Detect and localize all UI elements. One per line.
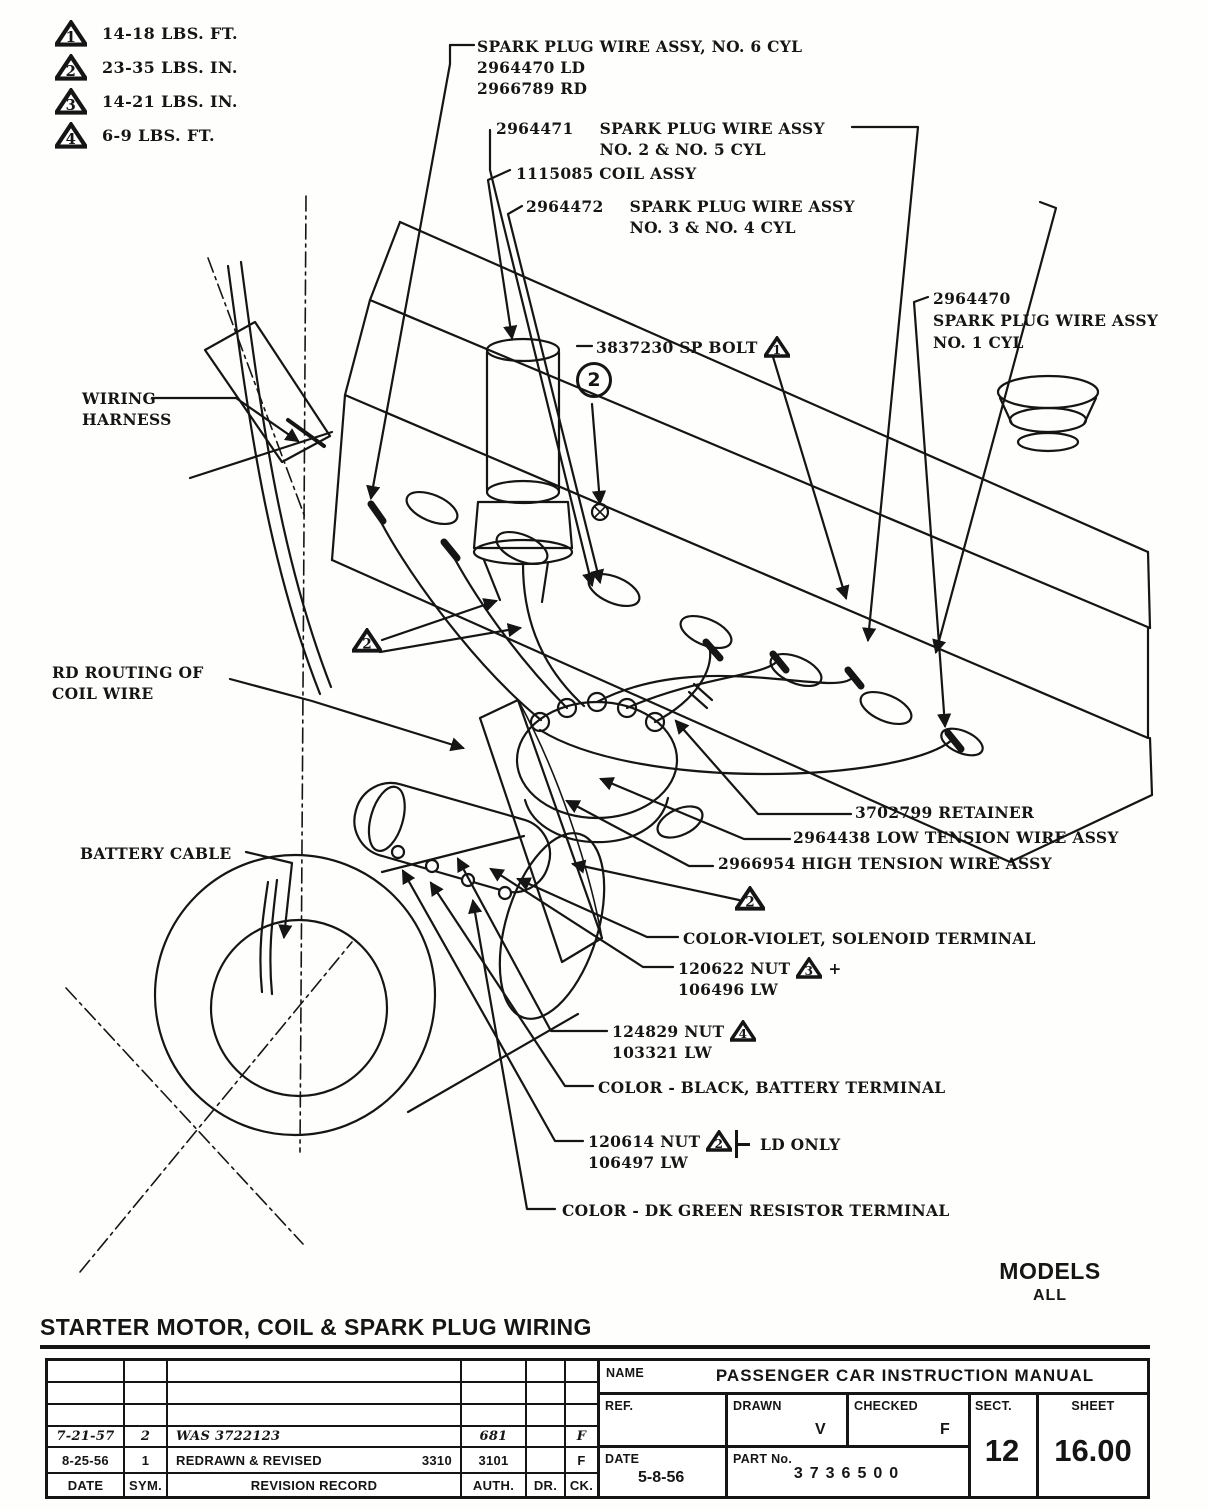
revision-empty-cell — [566, 1383, 597, 1403]
revision-record: WAS 3722123 — [168, 1427, 460, 1446]
models-value: ALL — [1032, 1287, 1068, 1304]
revision-header-dr: DR. — [527, 1474, 564, 1496]
models-label: MODELS — [999, 1258, 1101, 1284]
revision-dr — [527, 1448, 564, 1472]
torque-legend-item — [55, 20, 238, 47]
revision-empty-cell — [527, 1361, 564, 1381]
torque-triangle-icon — [730, 1020, 756, 1042]
drawn-label: DRAWN — [733, 1399, 782, 1413]
callout-spark-plug-no1: 2964470 SPARK PLUG WIRE ASSY NO. 1 CYL — [933, 289, 1159, 352]
revision-empty-cell — [566, 1405, 597, 1425]
revision-auth: 681 — [462, 1427, 525, 1446]
revision-record: REDRAWN & REVISED 3310 — [168, 1448, 460, 1472]
ld-only-tick — [735, 1130, 750, 1158]
svg-text:4: 4 — [739, 1027, 748, 1041]
torque-triangle-icon — [764, 336, 790, 358]
revision-ck: F — [566, 1427, 597, 1446]
models-note — [985, 1258, 1115, 1305]
callout-spark-plug-no3-4: 2964472 SPARK PLUG WIRE ASSY NO. 3 & NO. 4 CYL — [526, 197, 855, 237]
item-number-circle: 2 — [576, 362, 612, 398]
title-block — [45, 1358, 1150, 1499]
callout-low-tension: 2964438 LOW TENSION WIRE ASSY — [793, 828, 1119, 847]
callout-spark-plug-no6: SPARK PLUG WIRE ASSY, NO. 6 CYL 2964470 LD 2966789 RD — [477, 37, 803, 98]
revision-dr — [527, 1427, 564, 1446]
revision-empty-cell — [168, 1361, 460, 1381]
callout-battery-cable: BATTERY CABLE — [80, 844, 232, 863]
callout-nut-120622: 120622 NUT 3 + 106496 LW — [678, 958, 842, 999]
callout-dk-green-terminal: COLOR - DK GREEN RESISTOR TERMINAL — [562, 1201, 950, 1220]
drawn-value: V — [815, 1421, 826, 1438]
revision-sym: 2 — [125, 1427, 166, 1446]
sheet-value: 16.00 — [1054, 1433, 1132, 1468]
revision-empty-cell — [48, 1383, 123, 1403]
revision-date: 7-21-57 — [48, 1427, 123, 1446]
checked-value: F — [940, 1421, 950, 1438]
callout-spark-plug-no2-5: 2964471 SPARK PLUG WIRE ASSY NO. 2 & NO. 5 CYL — [496, 119, 825, 159]
torque-marker-coil-bracket — [352, 628, 382, 654]
ref-label: REF. — [605, 1399, 634, 1413]
svg-text:2: 2 — [745, 894, 755, 911]
revision-empty-cell — [462, 1361, 525, 1381]
torque-text: 14-18 LBS. FT. — [102, 24, 239, 43]
part-no-label: PART No. — [733, 1452, 793, 1466]
callout-retainer: 3702799 RETAINER — [855, 803, 1035, 822]
callout-high-tension: 2966954 HIGH TENSION WIRE ASSY — [718, 854, 1052, 873]
callout-nut-120614: 120614 NUT 2 106497 LW — [588, 1130, 732, 1173]
checked-label: CHECKED — [854, 1399, 918, 1413]
torque-text: 14-21 LBS. IN. — [102, 92, 238, 111]
drawing-info-block — [597, 1358, 1150, 1499]
wiring-harness — [190, 262, 332, 694]
torque-triangle-icon — [796, 957, 822, 979]
revision-empty-cell — [48, 1405, 123, 1425]
svg-text:1: 1 — [65, 29, 77, 47]
torque-triangle-icon — [706, 1130, 732, 1152]
manual-name: PASSENGER CAR INSTRUCTION MANUAL — [715, 1366, 1095, 1385]
revision-empty-cell — [462, 1383, 525, 1403]
torque-legend-item — [55, 88, 238, 115]
torque-triangle-icon — [55, 20, 87, 47]
starter-motor — [155, 774, 624, 1135]
callout-sp-bolt: 3837230 SP BOLT 1 — [596, 336, 790, 358]
sheet-label: SHEET — [1071, 1399, 1115, 1413]
revision-auth: 3101 — [462, 1448, 525, 1472]
revision-header-ck: CK. — [566, 1474, 597, 1496]
torque-legend-item — [55, 54, 238, 81]
revision-sym: 1 — [125, 1448, 166, 1472]
title-rule — [40, 1345, 1150, 1349]
svg-text:2: 2 — [65, 63, 77, 81]
svg-text:2: 2 — [715, 1137, 724, 1151]
coil — [474, 339, 584, 706]
revision-empty-cell — [48, 1361, 123, 1381]
svg-text:3: 3 — [805, 964, 814, 978]
revision-header-date: DATE — [48, 1474, 123, 1496]
callout-black-terminal: COLOR - BLACK, BATTERY TERMINAL — [598, 1078, 946, 1097]
revision-empty-cell — [527, 1405, 564, 1425]
callout-violet-terminal: COLOR-VIOLET, SOLENOID TERMINAL — [683, 929, 1036, 948]
svg-text:4: 4 — [65, 131, 77, 149]
torque-triangle-icon — [55, 88, 87, 115]
callout-nut-124829: 124829 NUT 4 103321 LW — [612, 1020, 756, 1063]
battery-cable — [260, 880, 277, 994]
revision-empty-cell — [168, 1383, 460, 1403]
revision-empty-cell — [566, 1361, 597, 1381]
sect-label: SECT. — [975, 1399, 1012, 1413]
revision-header-record: REVISION RECORD — [168, 1474, 460, 1496]
revision-header-auth: AUTH. — [462, 1474, 525, 1496]
revision-table — [45, 1358, 600, 1499]
part-no-value: 3736500 — [793, 1465, 906, 1482]
svg-text:3: 3 — [65, 97, 77, 115]
revision-ck: F — [566, 1448, 597, 1472]
callout-wiring-harness: WIRING HARNESS — [82, 389, 172, 429]
revision-empty-cell — [527, 1383, 564, 1403]
torque-legend — [55, 20, 238, 156]
torque-text: 23-35 LBS. IN. — [102, 58, 238, 77]
svg-text:1: 1 — [772, 343, 782, 357]
ld-only-note: LD ONLY — [735, 1130, 840, 1158]
revision-empty-cell — [125, 1405, 166, 1425]
svg-text:2: 2 — [362, 636, 372, 653]
revision-header-sym: SYM. — [125, 1474, 166, 1496]
torque-text: 6-9 LBS. FT. — [102, 126, 215, 145]
date-value: 5-8-56 — [638, 1469, 685, 1486]
name-label: NAME — [606, 1366, 645, 1380]
date-label: DATE — [605, 1452, 640, 1466]
page-title: STARTER MOTOR, COIL & SPARK PLUG WIRING — [40, 1314, 592, 1340]
oil-filler-cap — [998, 376, 1098, 451]
revision-empty-cell — [462, 1405, 525, 1425]
revision-empty-cell — [125, 1383, 166, 1403]
torque-legend-item — [55, 122, 238, 149]
callout-rd-routing: RD ROUTING OF COIL WIRE — [52, 663, 204, 703]
sp-bolt — [592, 504, 608, 520]
sect-value: 12 — [984, 1433, 1020, 1468]
torque-marker-solenoid — [735, 886, 765, 912]
torque-triangle-icon — [55, 122, 87, 149]
revision-empty-cell — [168, 1405, 460, 1425]
callout-coil-assy: 1115085 COIL ASSY — [516, 164, 697, 183]
revision-date: 8-25-56 — [48, 1448, 123, 1472]
torque-triangle-icon — [55, 54, 87, 81]
revision-empty-cell — [125, 1361, 166, 1381]
